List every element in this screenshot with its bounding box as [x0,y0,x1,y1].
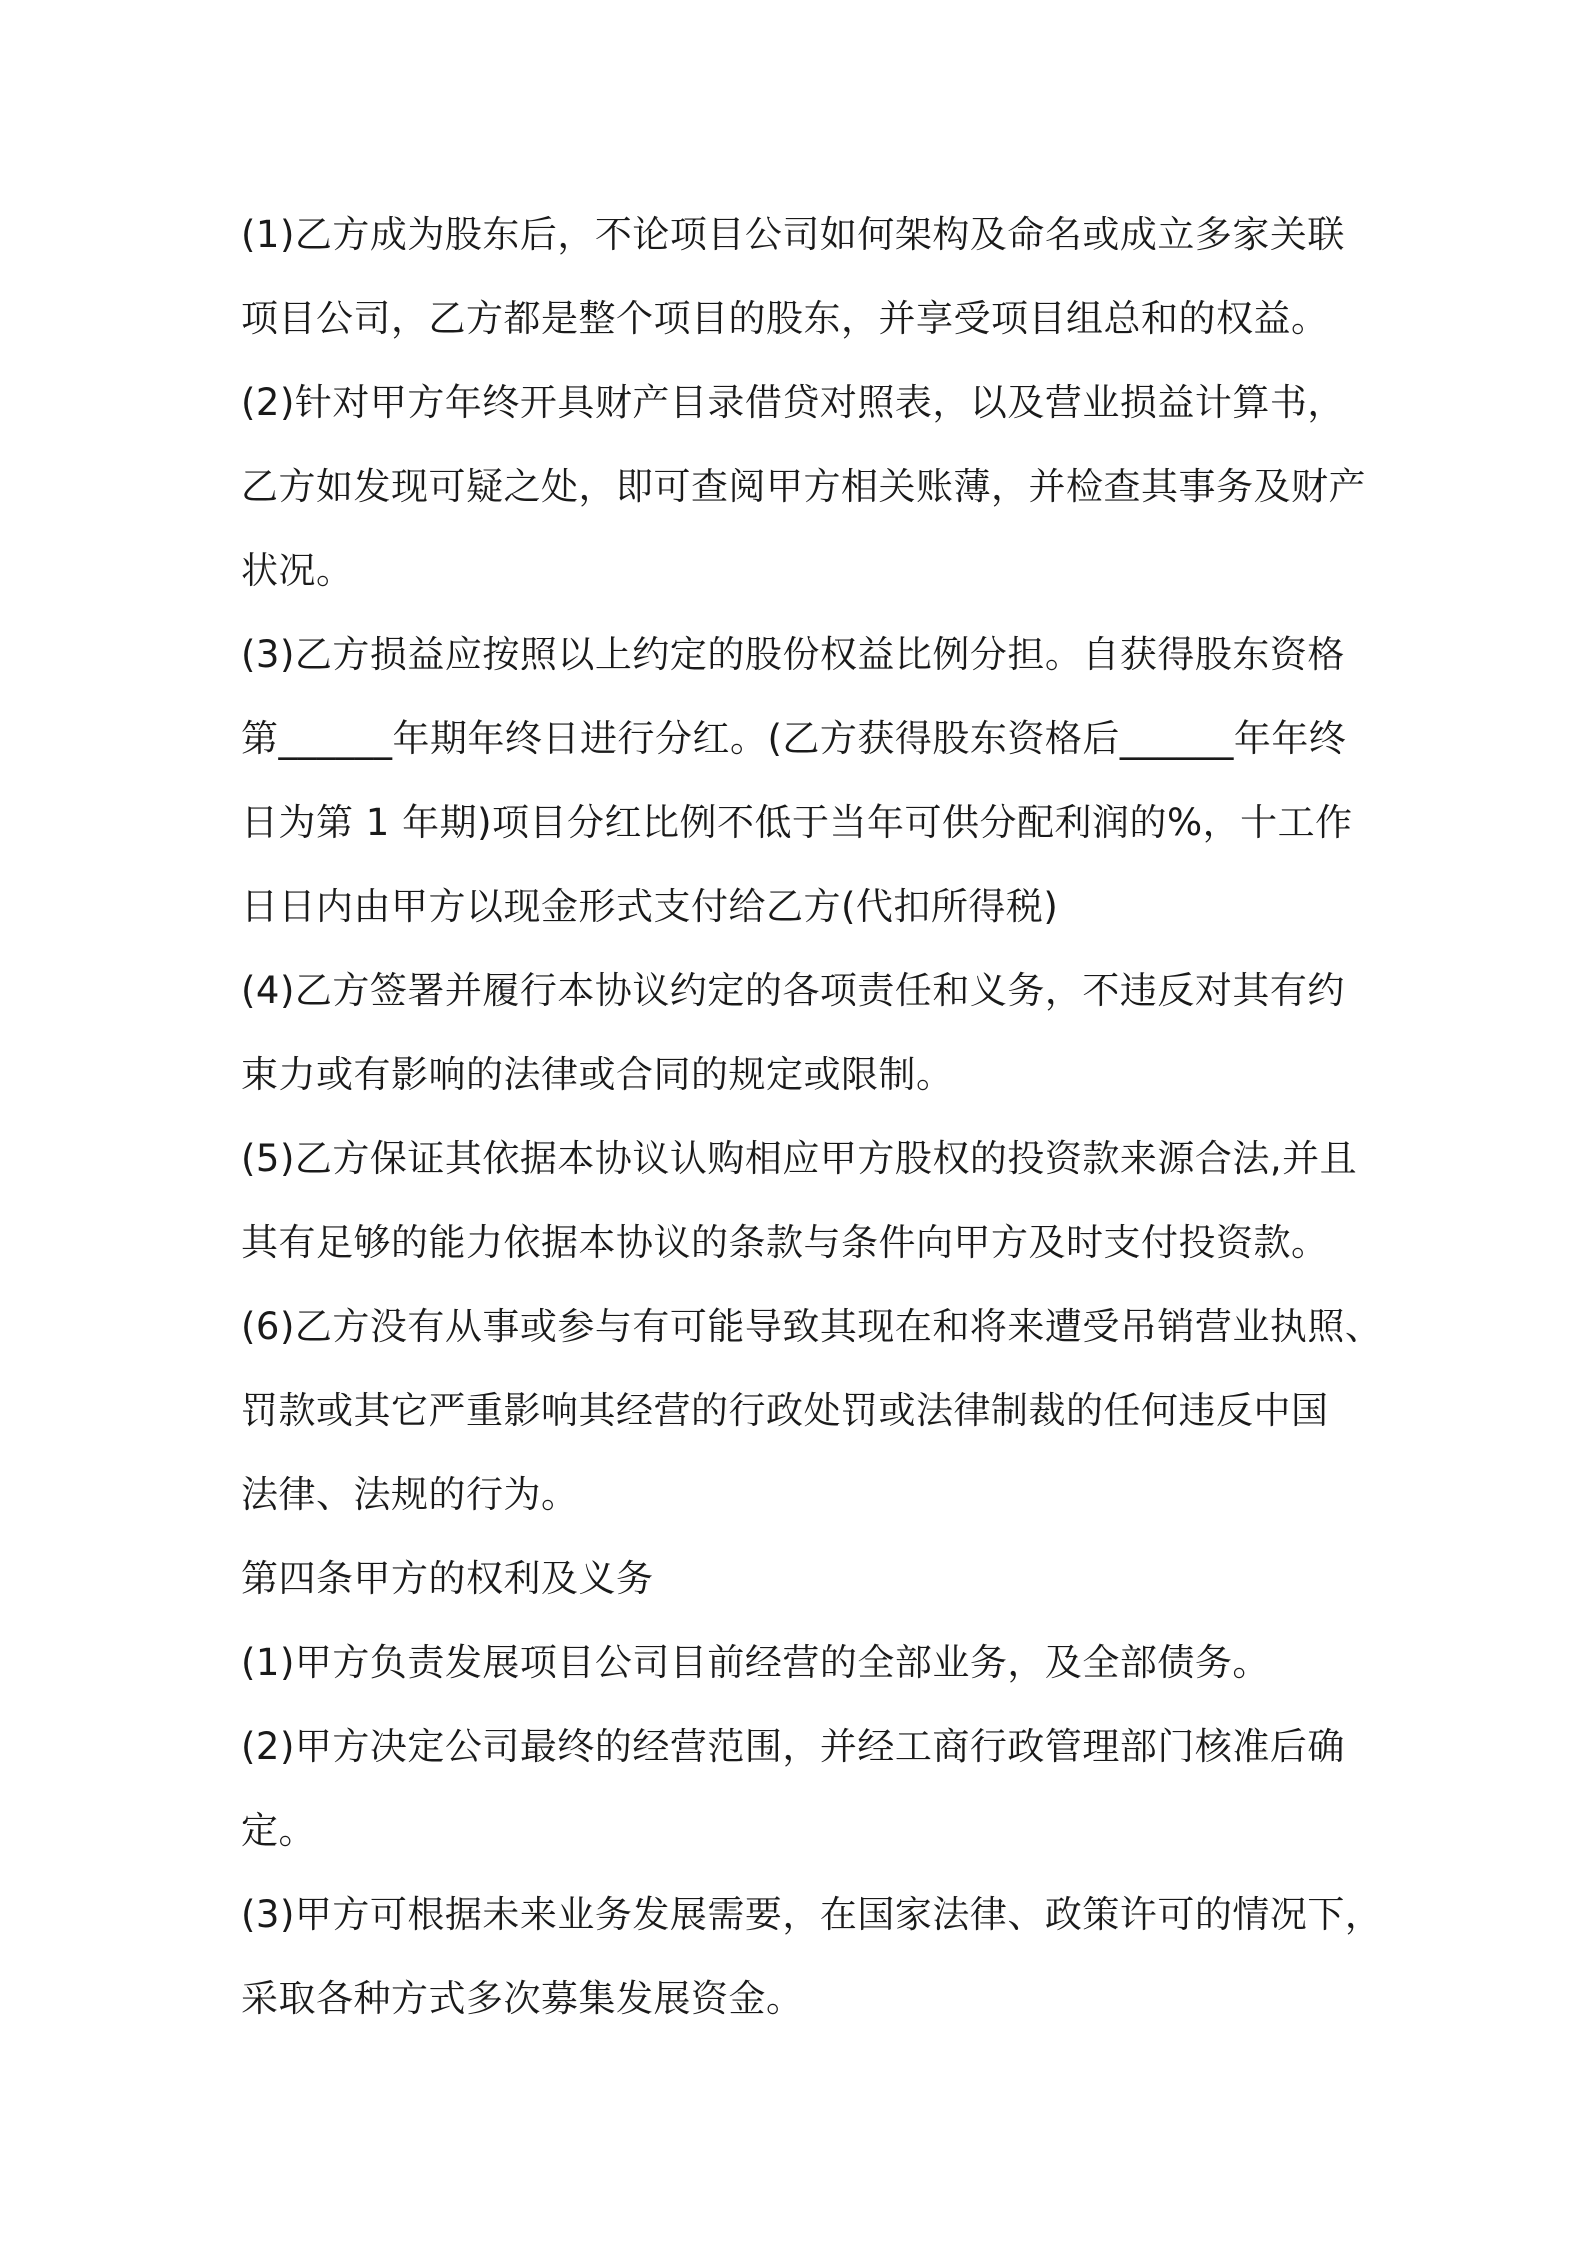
text-line-20: 定。 [241,1809,316,1852]
text-line-14: (6)乙方没有从事或参与有可能导致其现在和将来遭受吊销营业执照、 [241,1305,1383,1348]
document-body [241,193,1383,2041]
text-line-22: 采取各种方式多次募集发展资金。 [241,1977,804,2020]
text-line-10: (4)乙方签署并履行本协议约定的各项责任和义务，不违反对其有约 [241,969,1345,1012]
text-line-3: (2)针对甲方年终开具财产目录借贷对照表，以及营业损益计算书， [241,381,1345,424]
text-line-16: 法律、法规的行为。 [241,1473,579,1516]
text-line-8: 日为第 1 年期)项目分红比例不低于当年可供分配利润的%，十工作 [241,801,1353,844]
text-line-6: (3)乙方损益应按照以上约定的股份权益比例分担。自获得股东资格 [241,633,1345,676]
text-line-11: 束力或有影响的法律或合同的规定或限制。 [241,1053,954,1096]
text-line-9: 日日内由甲方以现金形式支付给乙方(代扣所得税) [241,885,1059,928]
section-heading: 第四条甲方的权利及义务 [241,1557,654,1600]
text-line-13: 其有足够的能力依据本协议的条款与条件向甲方及时支付投资款。 [241,1221,1329,1264]
text-line-18: (1)甲方负责发展项目公司目前经营的全部业务，及全部债务。 [241,1641,1270,1684]
text-line-21: (3)甲方可根据未来业务发展需要，在国家法律、政策许可的情况下， [241,1893,1383,1936]
text-line-2: 项目公司，乙方都是整个项目的股东，并享受项目组总和的权益。 [241,297,1329,340]
text-line-1: (1)乙方成为股东后，不论项目公司如何架构及命名或成立多家关联 [241,213,1345,256]
text-line-4: 乙方如发现可疑之处，即可查阅甲方相关账薄，并检查其事务及财产 [241,465,1366,508]
text-line-7: 第______年期年终日进行分红。(乙方获得股东资格后______年年终 [241,717,1347,760]
text-line-12: (5)乙方保证其依据本协议认购相应甲方股权的投资款来源合法,并且 [241,1137,1358,1180]
text-line-5: 状况。 [241,549,354,592]
text-line-15: 罚款或其它严重影响其经营的行政处罚或法律制裁的任何违反中国 [241,1389,1329,1432]
text-line-19: (2)甲方决定公司最终的经营范围，并经工商行政管理部门核准后确 [241,1725,1345,1768]
